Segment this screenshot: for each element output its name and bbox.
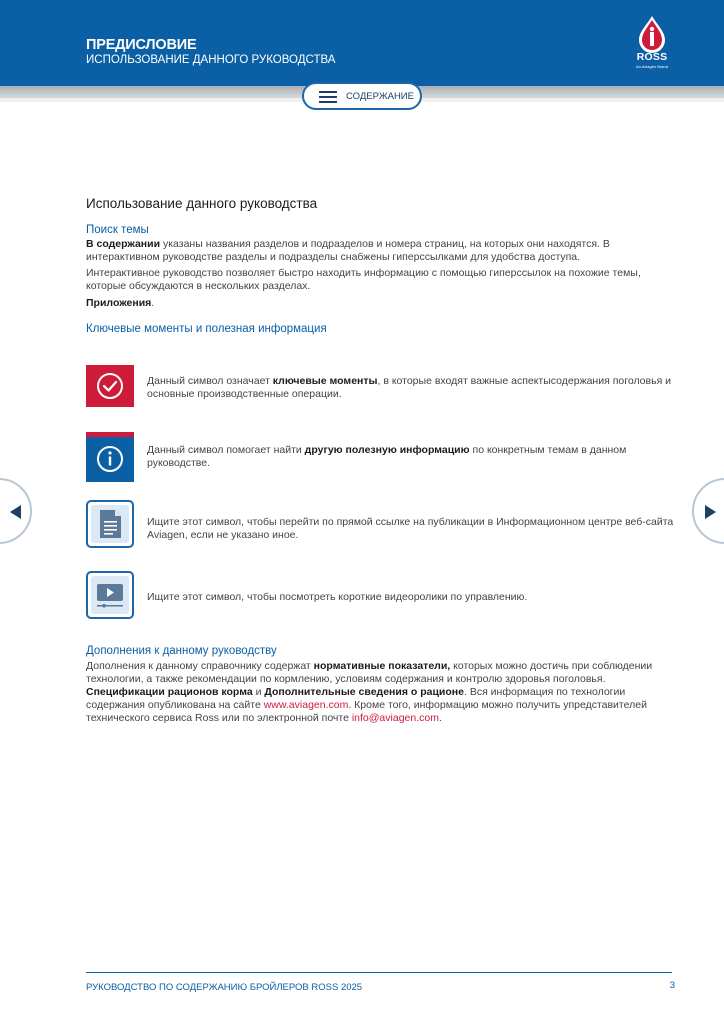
logo-subtext: An Aviagen Brand (636, 64, 668, 69)
key-points-heading: Ключевые моменты и полезная информация (86, 323, 327, 335)
ross-logo (630, 14, 674, 74)
footer-title: РУКОВОДСТВО ПО СОДЕРЖАНИЮ БРОЙЛЕРОВ ROSS 2025 (86, 982, 363, 993)
info-icon (86, 432, 134, 482)
prev-page-button[interactable] (0, 478, 32, 544)
page-title: Использование данного руководства (86, 196, 318, 211)
document-link-text: Ищите этот символ, чтобы перейти по прямой ссылке на публикации в Информационном центре веб-сайта Aviagen, если не указано иное. (147, 516, 674, 541)
main-content (86, 196, 676, 335)
arrow-right-icon (703, 504, 717, 520)
toc-button-label: СОДЕРЖАНИЕ (346, 91, 414, 102)
search-heading: Поиск темы (86, 224, 149, 236)
video-icon[interactable] (86, 571, 134, 619)
section-subtitle: ИСПОЛЬЗОВАНИЕ ДАННОГО РУКОВОДСТВА (86, 54, 336, 66)
toc-bold: В содержании (86, 238, 161, 250)
footer-divider (86, 972, 672, 973)
section-title: ПРЕДИСЛОВИЕ (86, 37, 197, 53)
supplements-heading: Дополнения к данному руководству (86, 645, 277, 657)
menu-icon (319, 91, 337, 103)
toc-button[interactable] (302, 82, 422, 110)
document-icon[interactable] (86, 500, 134, 548)
key-points-text: Данный символ означает ключевые моменты, в которые входят важные аспектысодержания поголовья и основные производственные операции. (147, 375, 672, 400)
supplements-paragraph: Дополнения к данному справочнику содержат нормативные показатели, которых можно достичь при соблюдении технологии, а также рекомендации по кормлению, условиям содержания и контролю здоровья поголовья. Спецификации рационов корма и Дополнительные сведения о рационе. Вся информация по технологии содержания опубликована на сайте www.aviagen.com. Кроме того, информацию можно получить упредставителей технического сервиса Ross или по электронной почте info@aviagen.com. (86, 660, 653, 724)
search-paragraph-1: В содержании указаны названия разделов и подразделов и номера страниц, на которых они находятся. В интерактивном руководстве разделы и подразделы снабжены гиперссылками для удобства доступа. (86, 238, 610, 263)
arrow-left-icon (9, 504, 23, 520)
supplements-section (86, 645, 676, 725)
checkmark-icon (86, 365, 134, 407)
logo-text: ROSS (636, 51, 668, 63)
next-page-button[interactable] (692, 478, 724, 544)
search-paragraph-3: Приложения. (86, 297, 155, 309)
aviagen-website-link[interactable]: www.aviagen.com (263, 699, 349, 711)
email-link[interactable]: info@aviagen.com (351, 712, 439, 724)
page-header (0, 0, 724, 86)
page-number: 3 (669, 980, 675, 991)
ross-drop-icon (630, 14, 674, 54)
appendix-bold: Приложения (86, 297, 152, 309)
search-paragraph-2: Интерактивное руководство позволяет быстро находить информацию с помощью гиперссылок на похожие темы, которые обсуждаются в нескольких разделах. (86, 267, 641, 292)
useful-info-text: Данный символ помогает найти другую полезную информацию по конкретным темам в данном руководстве. (147, 444, 627, 469)
video-text: Ищите этот символ, чтобы посмотреть короткие видеоролики по управлению. (147, 591, 528, 603)
